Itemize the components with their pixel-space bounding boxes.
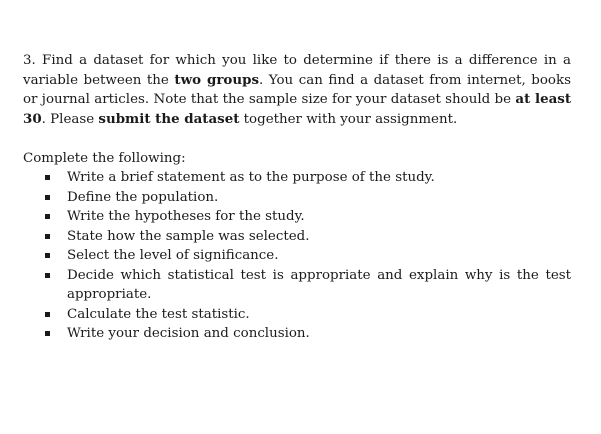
question-segment: 3. Find a dataset for which you like to determine if there is a difference in a variable between the [23,53,571,88]
task-item [23,246,571,266]
square-bullet-icon [45,214,50,219]
task-text: Write a brief statement as to the purpose of the study. [67,170,435,185]
question-segment-bold: at least 30 [23,91,571,127]
question-segment: together with your assignment. [239,111,458,127]
task-text: Calculate the test statistic. [67,306,250,322]
square-bullet-icon [45,195,50,200]
task-item [23,188,571,208]
task-item [23,227,571,247]
task-item [23,168,571,188]
question-segment: . Please [41,111,99,127]
square-bullet-icon [45,234,50,239]
task-text: Write the hypotheses for the study. [67,209,305,224]
square-bullet-icon [45,253,50,258]
square-bullet-icon [45,312,50,317]
task-item [23,305,571,325]
task-text: Decide which statistical test is appropriate and explain why is the test appropriate. [67,267,571,302]
question-segment: . You can find a dataset from internet, books or journal articles. Note that the sample size for your dataset should be [23,72,571,107]
assignment-document [23,51,571,344]
task-list [23,168,571,344]
square-bullet-icon [45,331,50,336]
task-text: State how the sample was selected. [67,228,310,244]
task-text: Select the level of significance. [67,248,279,263]
question-segment-bold: two groups [174,71,259,88]
square-bullet-icon [45,175,50,180]
question-segment-bold: submit the dataset [98,110,240,127]
instructions-lead: Complete the following: [23,150,186,166]
question-paragraph [23,51,571,129]
task-item [23,207,571,227]
task-text: Define the population. [67,189,219,205]
task-item [23,266,571,305]
square-bullet-icon [45,273,50,278]
task-text: Write your decision and conclusion. [67,326,310,341]
task-item [23,324,571,344]
